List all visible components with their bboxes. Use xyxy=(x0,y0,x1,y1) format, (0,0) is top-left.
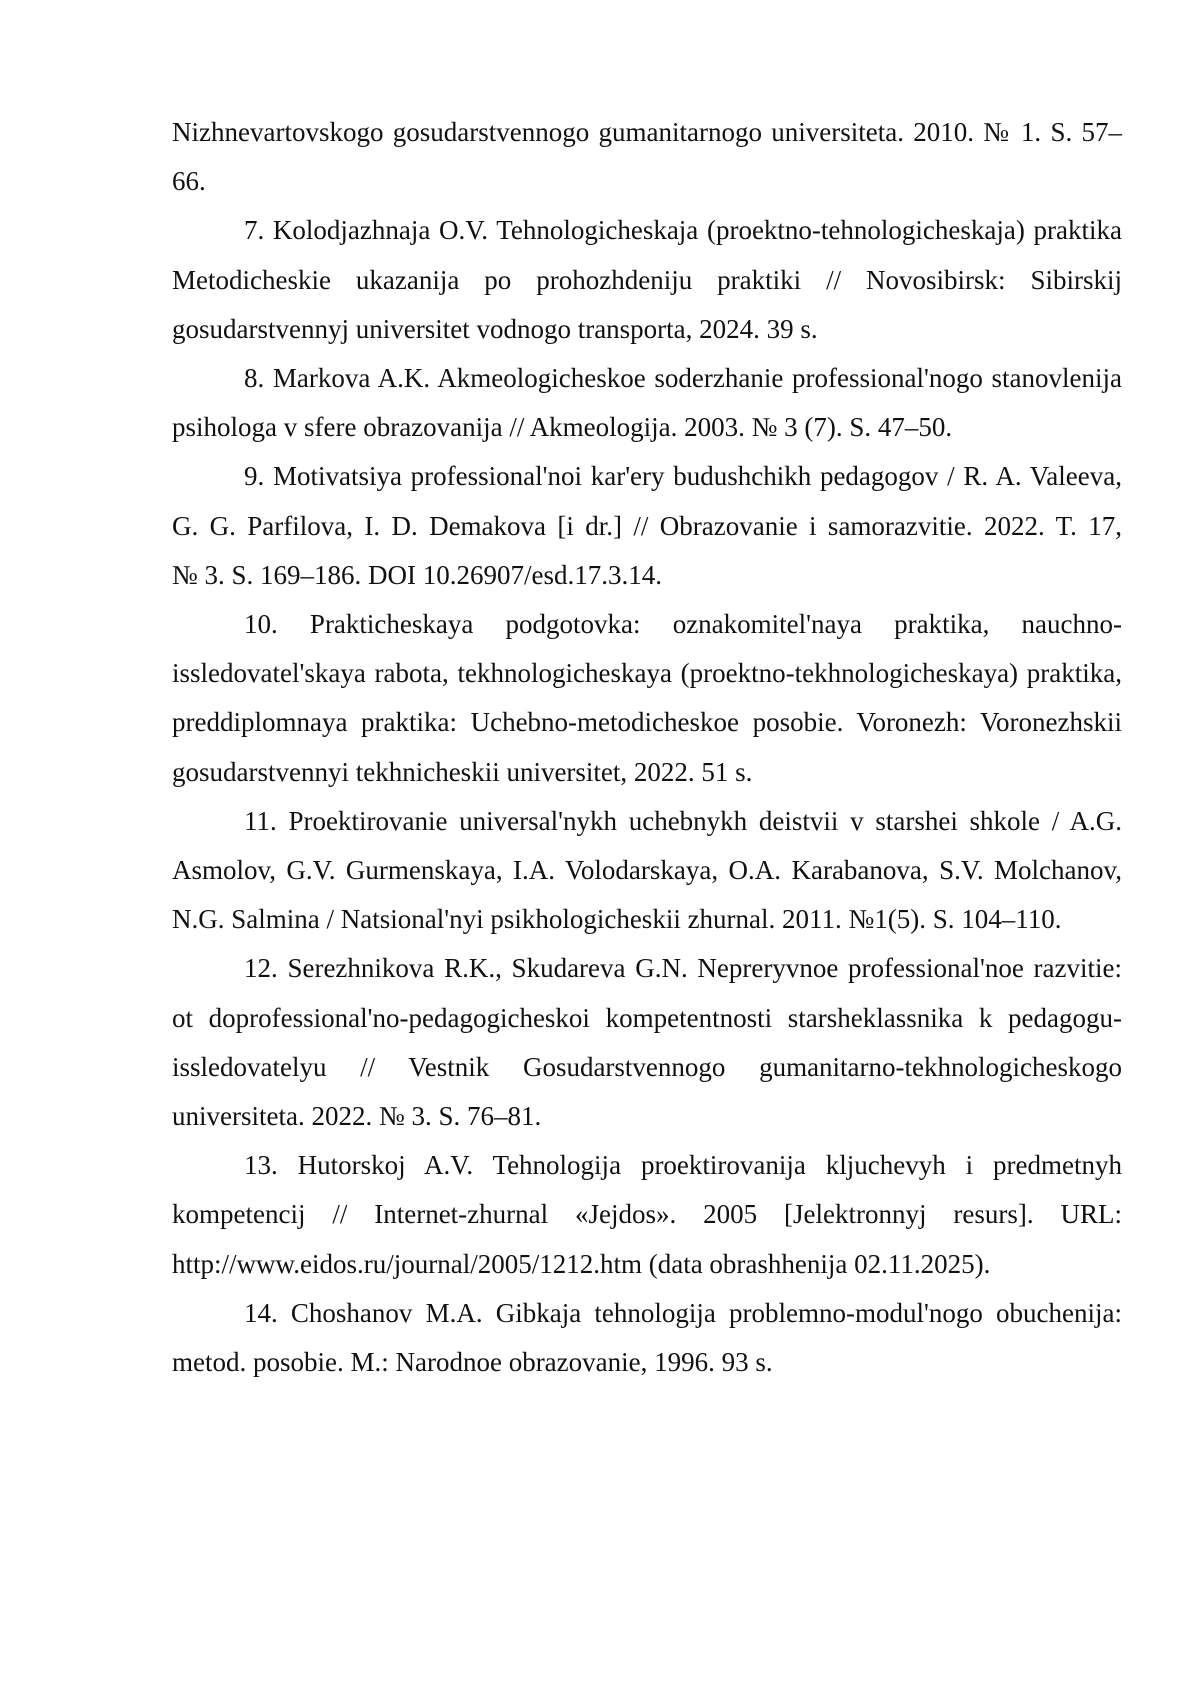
reference-text: № 3. S. 169–186. DOI 10.26907/esd.17.3.14. xyxy=(172,559,663,590)
reference-9-continuation xyxy=(172,551,1122,600)
reference-list xyxy=(172,108,1122,1387)
reference-text: 13. Hutorskoj A.V. Tehnologija proektirovanija kljuchevyh i predmetnyh kompetencij // Internet-zhurnal «Jejdos». 2005 [Jelektronnyj resurs]. URL: http://www.eidos.ru/journal/2005/1212.htm (data obrashhenija 02.11.2025). xyxy=(172,1150,1122,1279)
reference-text: 7. Kolodjazhnaja O.V. Tehnologicheskaja (proektno-tehnologicheskaja) praktika Metodicheskie ukazanija po prohozhdeniju praktiki // Novosibirsk: Sibirskij gosudarstvennyj universitet vodnogo transporta, 2024. 39 s. xyxy=(172,215,1122,344)
reference-6-continuation xyxy=(172,108,1122,206)
reference-11 xyxy=(172,797,1122,945)
reference-text: 14. Choshanov M.A. Gibkaja tehnologija problemno-modul'nogo obuchenija: metod. posobie. M.: Narodnoe obrazovanie, 1996. 93 s. xyxy=(172,1297,1122,1378)
reference-text: Nizhnevartovskogo gosudarstvennogo gumanitarnogo universiteta. 2010. № 1. S. 57–66. xyxy=(172,117,1122,197)
reference-text: 12. Serezhnikova R.K., Skudareva G.N. Nepreryvnoe professional'noe razvitie: ot doprofessional'no-pedagogicheskoi kompetentnosti starsheklassnika k pedagogu-issledovatelyu // Vestnik Gosudarstvennogo gumanitarno-tekhnologicheskogo universiteta. 2022. № 3. S. 76–81. xyxy=(172,953,1122,1132)
reference-14 xyxy=(172,1289,1122,1387)
reference-12 xyxy=(172,944,1122,1141)
reference-text: 11. Proektirovanie universal'nykh uchebnykh deistvii v starshei shkole / A.G. Asmolov, G.V. Gurmenskaya, I.A. Volodarskaya, O.A. Karabanova, S.V. Molchanov, N.G. Salmina / Natsional'nyi psikhologicheskii zhurnal. 2011. №1(5). S. 104–110. xyxy=(172,805,1122,935)
reference-text: 8. Markova A.K. Akmeologicheskoe soderzhanie professional'nogo stanovlenija psihologa v sfere obrazovanija // Akmeologija. 2003. № 3 (7). S. 47–50. xyxy=(172,363,1122,443)
reference-text: 9. Motivatsiya professional'noi kar'ery budushchikh pedagogov / R. A. Valeeva, G. G. Parfilova, I. D. Demakova [i dr.] // Obrazovanie i samorazvitie. 2022. T. 17, xyxy=(172,461,1122,541)
reference-10 xyxy=(172,600,1122,797)
reference-9 xyxy=(172,452,1122,550)
reference-7 xyxy=(172,206,1122,354)
reference-text: 10. Prakticheskaya podgotovka: oznakomitel'naya praktika, nauchno-issledovatel'skaya rabota, tekhnologicheskaya (proektno-tekhnologicheskaya) praktika, preddiplomnaya praktika: Uchebno-metodicheskoe posobie. Voronezh: Voronezhskii gosudarstvennyi tekhnicheskii universitet, 2022. 51 s. xyxy=(172,609,1122,787)
reference-8 xyxy=(172,354,1122,452)
reference-13 xyxy=(172,1141,1122,1289)
